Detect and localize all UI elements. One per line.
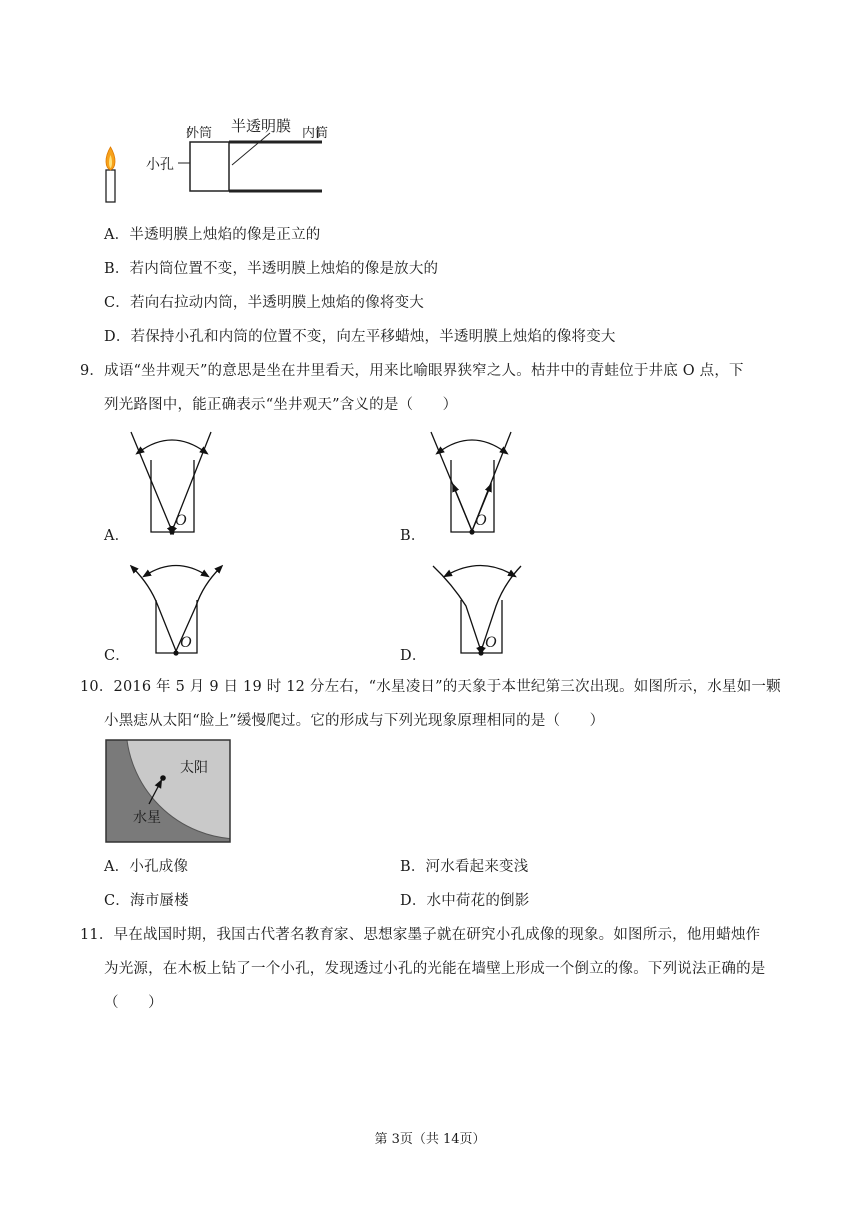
sun-disc bbox=[126, 611, 354, 839]
q9-text-line1: 9．成语“坐井观天”的意思是坐在井里看天，用来比喻眼界狭窄之人。枯井中的青蛙位于井底 O 点，下 bbox=[80, 363, 744, 379]
q8-option-a: A．半透明膜上烛焰的像是正立的 bbox=[104, 227, 321, 243]
sun-label: 太阳 bbox=[180, 760, 208, 776]
q9-d-point-o: O bbox=[485, 634, 497, 651]
outer-tube-label: 外筒 bbox=[186, 126, 213, 141]
q9-a-point-o: O bbox=[175, 512, 187, 529]
q8-option-c: C．若向右拉动内筒，半透明膜上烛焰的像将变大 bbox=[104, 295, 424, 311]
q11-text-line3: （ ） bbox=[104, 995, 163, 1011]
mercury-dot bbox=[160, 775, 166, 781]
q10-option-a: A．小孔成像 bbox=[104, 859, 189, 875]
q8-option-b: B．若内筒位置不变，半透明膜上烛焰的像是放大的 bbox=[104, 261, 439, 277]
mercury-label: 水星 bbox=[133, 810, 161, 826]
q9-option-b: B． bbox=[400, 528, 426, 544]
page-footer: 第 3页（共 14页） bbox=[374, 1132, 486, 1147]
membrane-label: 半透明膜 bbox=[231, 117, 292, 135]
q10-text-line2: 小黑痣从太阳“脸上”缓慢爬过。它的形成与下列光现象原理相同的是（ ） bbox=[104, 713, 605, 729]
pinhole-label: 小孔 bbox=[146, 157, 174, 173]
q10-text-line1: 10．2016 年 5 月 9 日 19 时 12 分左右，“水星凌日”的天象于本世纪第三次出现。如图所示，水星如一颗 bbox=[80, 679, 781, 695]
q11-text-line1: 11．早在战国时期，我国古代著名教育家、思想家墨子就在研究小孔成像的现象。如图所示，他用蜡烛作 bbox=[80, 927, 761, 943]
q8-option-d: D．若保持小孔和内筒的位置不变，向左平移蜡烛，半透明膜上烛焰的像将变大 bbox=[104, 329, 616, 345]
q11-text-line2: 为光源，在木板上钻了一个小孔，发现透过小孔的光能在墙壁上形成一个倒立的像。下列说法正确的是 bbox=[104, 961, 766, 977]
q10-option-b: B．河水看起来变浅 bbox=[400, 859, 529, 875]
q9-text-line2: 列光路图中，能正确表示“坐井观天”含义的是（ ） bbox=[104, 397, 458, 413]
q9-c-point-o: O bbox=[180, 634, 192, 651]
q9-b-point-o: O bbox=[475, 512, 487, 529]
q10-option-d: D．水中荷花的倒影 bbox=[400, 893, 530, 909]
q9-option-d: D． bbox=[400, 648, 427, 664]
inner-tube-label: 内筒 bbox=[302, 126, 329, 141]
q9-option-c: C． bbox=[104, 648, 130, 664]
q10-option-c: C．海市蜃楼 bbox=[104, 893, 189, 909]
q9-option-a: A． bbox=[104, 528, 130, 544]
